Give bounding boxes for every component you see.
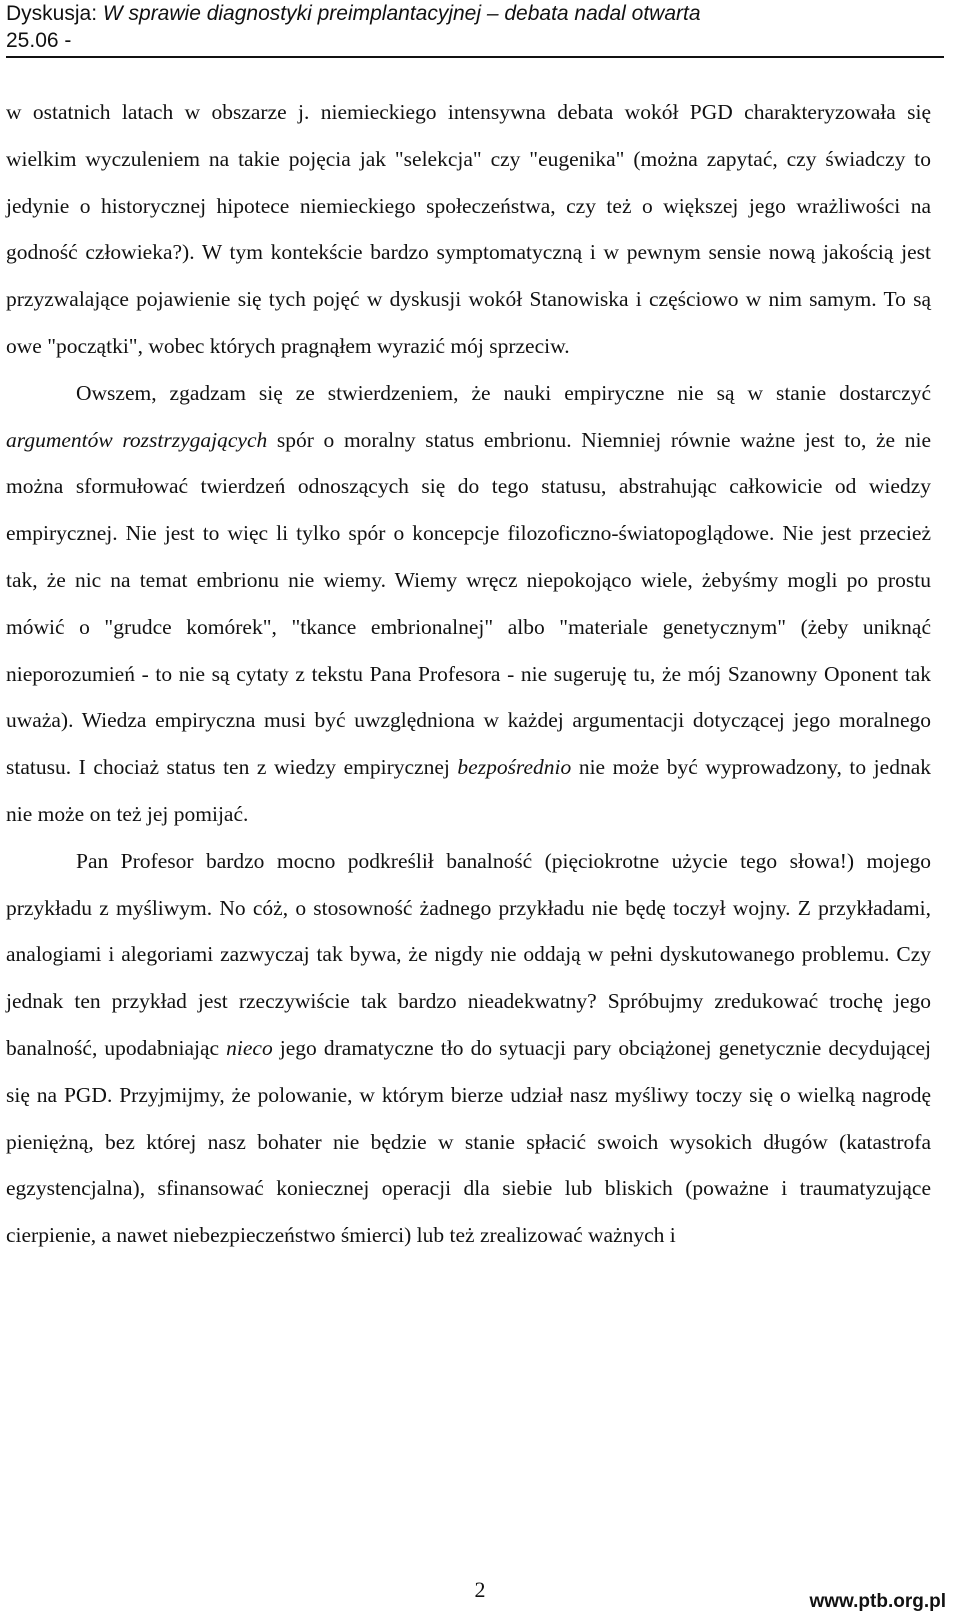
header-date: 25.06 - — [6, 29, 72, 52]
header-divider — [6, 56, 944, 58]
paragraph-1-text: w ostatnich latach w obszarze j. niemieckiego intensywna debata wokół PGD charakteryzowała się wielkim wyczuleniem na takie pojęcia jak "selekcja" czy "eugenika" (można zapytać, czy świadczy to jedynie o historycznej hipotece niemieckiego społeczeństwa, czy też o większej jego wrażliwości na godność człowieka?). W tym kontekście bardzo symptomatyczną i w pewnym sensie nową jakością jest przyzwalające pojawienie się tych pojęć w dyskusji wokół Stanowiska i częściowo w nim samym. To są owe "początki", wobec których pragnąłem wyrazić mój sprzeciw. — [6, 100, 931, 358]
paragraph-1 — [6, 89, 931, 370]
paragraph-3-emphasis: nieco — [226, 1035, 273, 1060]
header-title: W sprawie diagnostyki preimplantacyjnej – debata nadal otwarta — [102, 2, 701, 25]
footer-url: www.ptb.org.pl — [809, 1591, 946, 1612]
header-title-line — [6, 0, 946, 27]
page-number: 2 — [474, 1577, 486, 1602]
paragraph-2-text-b: spór o moralny status embrionu. Niemniej równie ważne jest to, że nie można sformułować twierdzeń odnoszących się do tego statusu, abstrahując całkowicie od wiedzy empirycznej. Nie jest to więc li tylko spór o koncepcje filozoficzno-światopoglądowe. Nie jest przecież tak, że nic na temat embrionu nie wiemy. Wiemy wręcz niepokojąco wiele, żebyśmy mogli po prostu mówić o "grudce komórek", "tkance embrionalnej" albo "materiale genetycznym" (żeby uniknąć nieporozumień - to nie są cytaty z tekstu Pana Profesora - nie sugeruję tu, że mój Szanowny Oponent tak uważa). Wiedza empiryczna musi być uwzględniona w każdej argumentacji dotyczącej jego moralnego statusu. I chociaż status ten z wiedzy empirycznej — [6, 427, 932, 780]
paragraph-3-text-a: Pan Profesor bardzo mocno podkreślił banalność (pięciokrotne użycie tego słowa!) mojego przykładu z myśliwym. No cóż, o stosowność żadnego przykładu nie będę toczył wojny. Z przykładami, analogiami i alegoriami zazwyczaj tak bywa, że nigdy nie oddają w pełni dyskutowanego problemu. Czy jednak ten przykład jest rzeczywiście tak bardzo nieadekwatny? Spróbujmy zredukować trochę jego banalność, upodabniając — [6, 848, 931, 1060]
paragraph-3-text-b: jego dramatyczne tło do sytuacji pary obciążonej genetycznie decydującej się na PGD. Przyjmijmy, że polowanie, w którym bierze udział nasz myśliwy toczy się o wielką nagrodę pieniężną, bez której nasz bohater nie będzie w stanie spłacić swoich wysokich długów (katastrofa egzystencjalna), sfinansować koniecznej operacji dla siebie lub bliskich (poważne i traumatyzujące cierpienie, a nawet niebezpieczeństwo śmierci) lub też zrealizować ważnych i — [6, 1035, 932, 1248]
article-body — [6, 89, 931, 1259]
paragraph-2-emphasis-a: argumentów rozstrzygających — [6, 427, 268, 452]
header-prefix: Dyskusja: — [6, 2, 103, 25]
page-header — [6, 0, 946, 54]
paragraph-2-text-c: nie może być wyprowadzony, to jednak nie może on też jej pomijać. — [6, 755, 931, 826]
paragraph-2-text-a: Owszem, zgadzam się ze stwierdzeniem, że nauki empiryczne nie są w stanie dostarczyć — [76, 380, 931, 405]
paragraph-2-emphasis-b: bezpośrednio — [457, 755, 572, 780]
paragraph-3 — [6, 838, 931, 1259]
paragraph-2 — [6, 370, 931, 838]
